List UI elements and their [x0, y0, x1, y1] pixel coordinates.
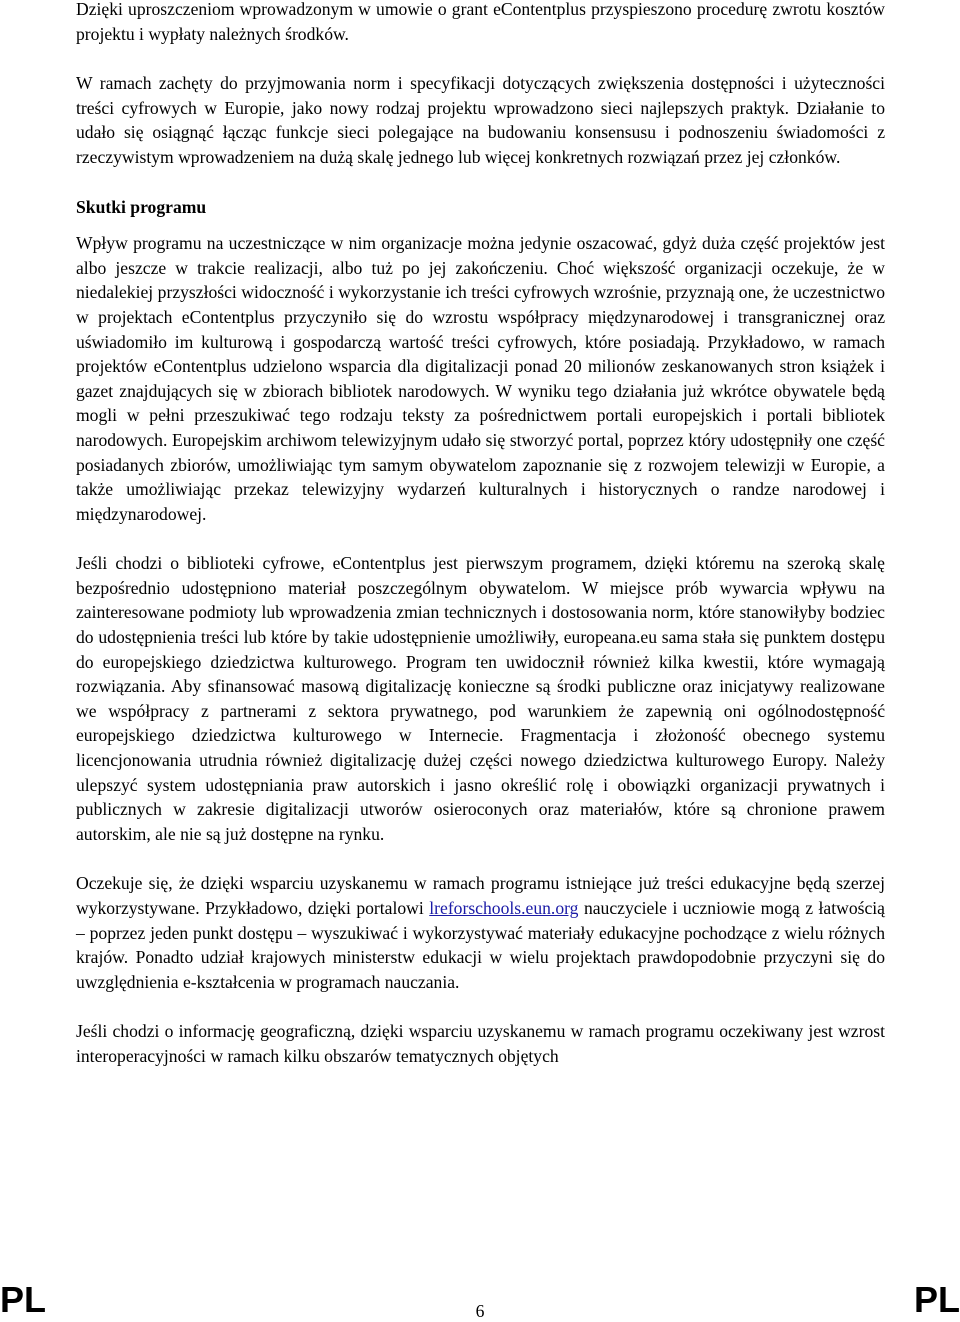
paragraph-grant-simplification: Dzięki uproszczeniom wprowadzonym w umowie o grant eContentplus przyspieszono procedurę zwrotu kosztów projektu i wypłaty należnych środków.	[76, 0, 885, 44]
footer-language-code-left: PL	[0, 1279, 47, 1320]
lreforschools-link[interactable]: lreforschools.eun.org	[429, 898, 579, 918]
paragraph-text-segment: nauczyciele i uczniowie mogą z łatwością – poprzez jeden punkt dostępu – wyszukiwać i wykorzystywać materiały edukacyjne pochodzące z wielu różnych krajów. Ponadto udział krajowych ministerstw edukacji w wielu projektach prawdopodobnie przyczyni się do uwzględnienia e-kształcenia w programach nauczania.	[76, 898, 885, 992]
page-number: 6	[475, 1301, 485, 1321]
paragraph-digital-libraries: Jeśli chodzi o biblioteki cyfrowe, eContentplus jest pierwszym programem, dzięki któremu na szeroką skalę bezpośrednio udostępniono materiał poszczególnym obywatelom. W miejsce prób wywarcia wpływu na zainteresowane podmioty lub wprowadzenia zmian technicznych i dostosowania norm, które stanowiłyby bodziec do udostępnienia treści lub które by takie udostępnienie umożliwiły, europeana.eu sama stała się punktem dostępu do europejskiego dziedzictwa kulturowego. Program ten uwidocznił również kilka kwestii, które wymagają rozwiązania. Aby sfinansować masową digitalizację konieczne są środki publiczne oraz inicjatywy realizowane we współpracy z partnerami z sektora prywatnego, pod warunkiem że zapewnią oni ogólnodostępność europejskiego dziedzictwa kulturowego w Internecie. Fragmentacja i złożoność obecnego systemu licencjonowania utrudnia również digitalizację dużej części nowego dziedzictwa kulturowego Europy. Należy ulepszyć system udostępniania praw autorskich i jasno określić rolę i obowiązki organizacji prywatnych i publicznych w zakresie digitalizacji utworów osieroconych oraz materiałów, które są chronione prawem autorskim, ale nie są już dostępne na rynku.	[76, 553, 885, 844]
paragraph-education-content	[76, 871, 885, 994]
footer-language-code-right: PL	[913, 1279, 960, 1320]
document-body	[76, 0, 885, 1094]
paragraph-programme-impact: Wpływ programu na uczestniczące w nim organizacje można jedynie oszacować, gdyż duża część projektów jest albo jeszcze w trakcie realizacji, albo tuż po jej zakończeniu. Choć większość organizacji oczekuje, że w niedalekiej przyszłości widoczność i wykorzystanie ich treści cyfrowych wzrośnie, przyznają one, że uczestnictwo w projektach eContentplus przyczyniło się do wzrostu współpracy międzynarodowej i transgranicznej oraz uświadomiło im kulturową i gospodarczą wartość treści cyfrowych, które posiadają. Przykładowo, w ramach projektów eContentplus udzielono wsparcia dla digitalizacji ponad 20 milionów zeskanowanych stron książek i gazet znajdujących się w zbiorach bibliotek narodowych. W wyniku tego działania już wkrótce obywatele będą mogli w pełni przeszukiwać tego rodzaju teksty za pośrednictwem portali europejskich i portali bibliotek narodowych. Europejskim archiwom telewizyjnym udało się stworzyć portal, poprzez który udostępniły one część posiadanych zbiorów, umożliwiając tym samym obywatelom zapoznanie się z rozwojem telewizji w Europie, a także umożliwiając przekaz telewizyjny wydarzeń kulturalnych i historycznych o randze narodowej i międzynarodowej.	[76, 233, 885, 524]
section-heading: Skutki programu	[76, 196, 207, 217]
paragraph-text-segment: Oczekuje się, że dzięki wsparciu uzyskanemu w ramach programu istniejące już treści edukacyjne będą szerzej wykorzystywane. Przykładowo, dzięki portalowi	[76, 873, 885, 918]
paragraph-geographic-information: Jeśli chodzi o informację geograficzną, dzięki wsparciu uzyskanemu w ramach programu oczekiwany jest wzrost interoperacyjności w ramach kilku obszarów tematycznych objętych	[76, 1021, 885, 1066]
paragraph-best-practice-networks: W ramach zachęty do przyjmowania norm i specyfikacji dotyczących zwiększenia dostępności i użyteczności treści cyfrowych w Europie, jako nowy rodzaj projektu wprowadzono sieci najlepszych praktyk. Działanie to udało się osiągnąć łącząc funkcje sieci polegające na budowaniu konsensusu i podnoszeniu świadomości z rzeczywistym wprowadzeniem na dużą skalę jednego lub więcej konkretnych rozwiązań przez jej członków.	[76, 73, 885, 167]
